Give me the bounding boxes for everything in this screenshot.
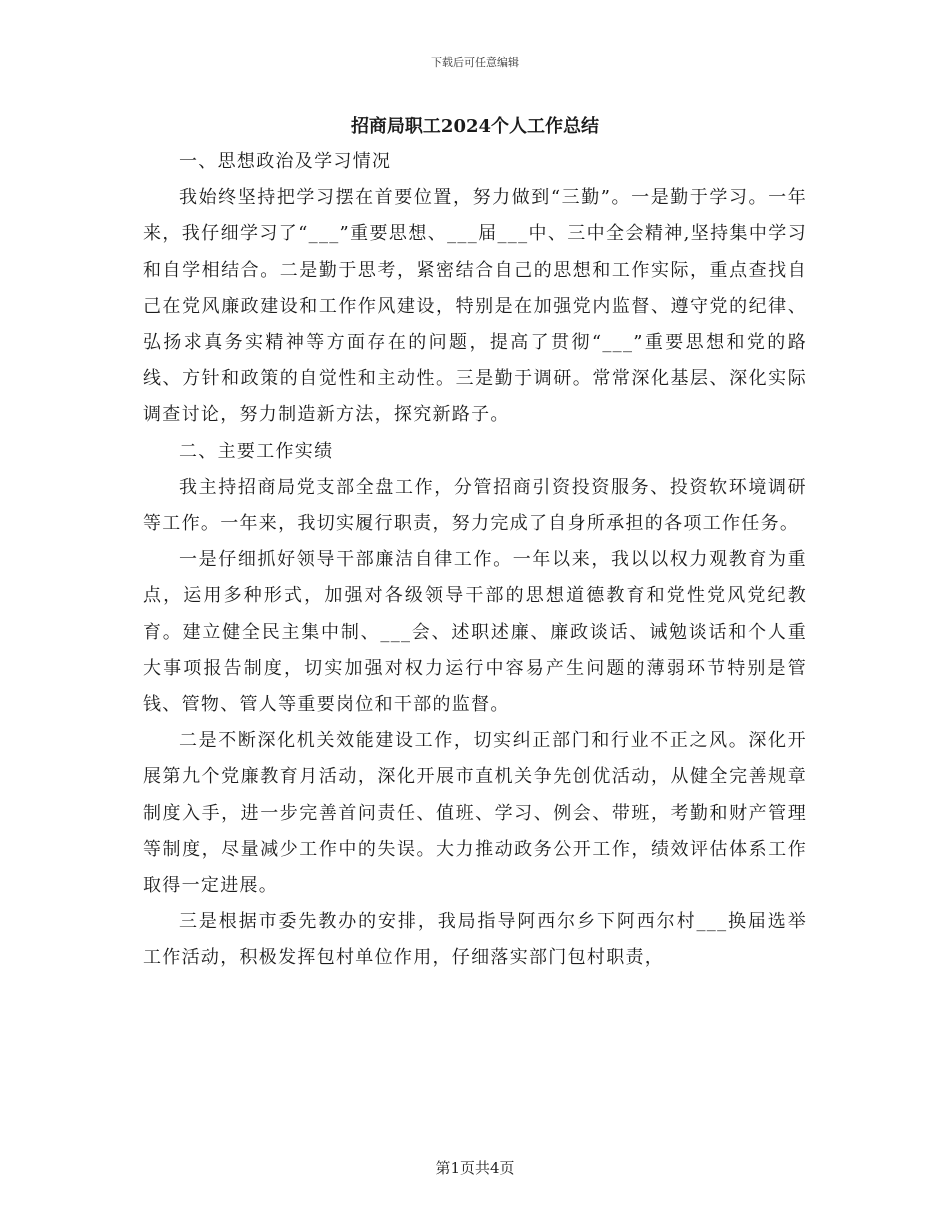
download-note: 下载后可任意编辑	[431, 56, 519, 69]
document-title: 招商局职工2024个人工作总结	[350, 116, 600, 137]
page-number: 第1页共4页	[435, 1159, 515, 1177]
document-body	[143, 110, 807, 977]
paragraph-efficiency: 二是不断深化机关效能建设工作，切实纠正部门和行业不正之风。深化开展第九个党廉教育月活动，深化开展市直机关争先创优活动，从健全完善规章制度入手，进一步完善首问责任、值班、学习、例会、带班，考勤和财产管理等制度，尽量减少工作中的失误。大力推动政务公开工作，绩效评估体系工作取得一定进展。	[143, 730, 807, 897]
section-heading-1: 一、思想政治及学习情况	[179, 151, 392, 172]
paragraph-election: 三是根据市委先教办的安排，我局指导阿西尔乡下阿西尔村___换届选举工作活动，积极发挥包村单位作用，仔细落实部门包村职责，	[143, 911, 807, 969]
paragraph-integrity: 一是仔细抓好领导干部廉洁自律工作。一年以来，我以以权力观教育为重点，运用多种形式，加强对各级领导干部的思想道德教育和党性党风党纪教育。建立健全民主集中制、___会、述职述廉、廉政谈话、诫勉谈话和个人重大事项报告制度，切实加强对权力运行中容易产生问题的薄弱环节特别是管钱、管物、管人等重要岗位和干部的监督。	[143, 549, 807, 716]
section-heading-2: 二、主要工作实绩	[179, 440, 334, 462]
paragraph-duties: 我主持招商局党支部全盘工作，分管招商引资投资服务、投资软环境调研等工作。一年来，我切实履行职责，努力完成了自身所承担的各项工作任务。	[143, 476, 807, 535]
paragraph-study: 我始终坚持把学习摆在首要位置，努力做到“三勤”。一是勤于学习。一年来，我仔细学习了“___”重要思想、___届___中、三中全会精神,坚持集中学习和自学相结合。二是勤于思考，紧密结合自己的思想和工作实际，重点查找自己在党风廉政建设和工作作风建设，特别是在加强党内监督、遵守党的纪律、弘扬求真务实精神等方面存在的问题，提高了贯彻“___”重要思想和党的路线、方针和政策的自觉性和主动性。三是勤于调研。常常深化基层、深化实际调查讨论，努力制造新方法，探究新路子。	[143, 187, 807, 426]
